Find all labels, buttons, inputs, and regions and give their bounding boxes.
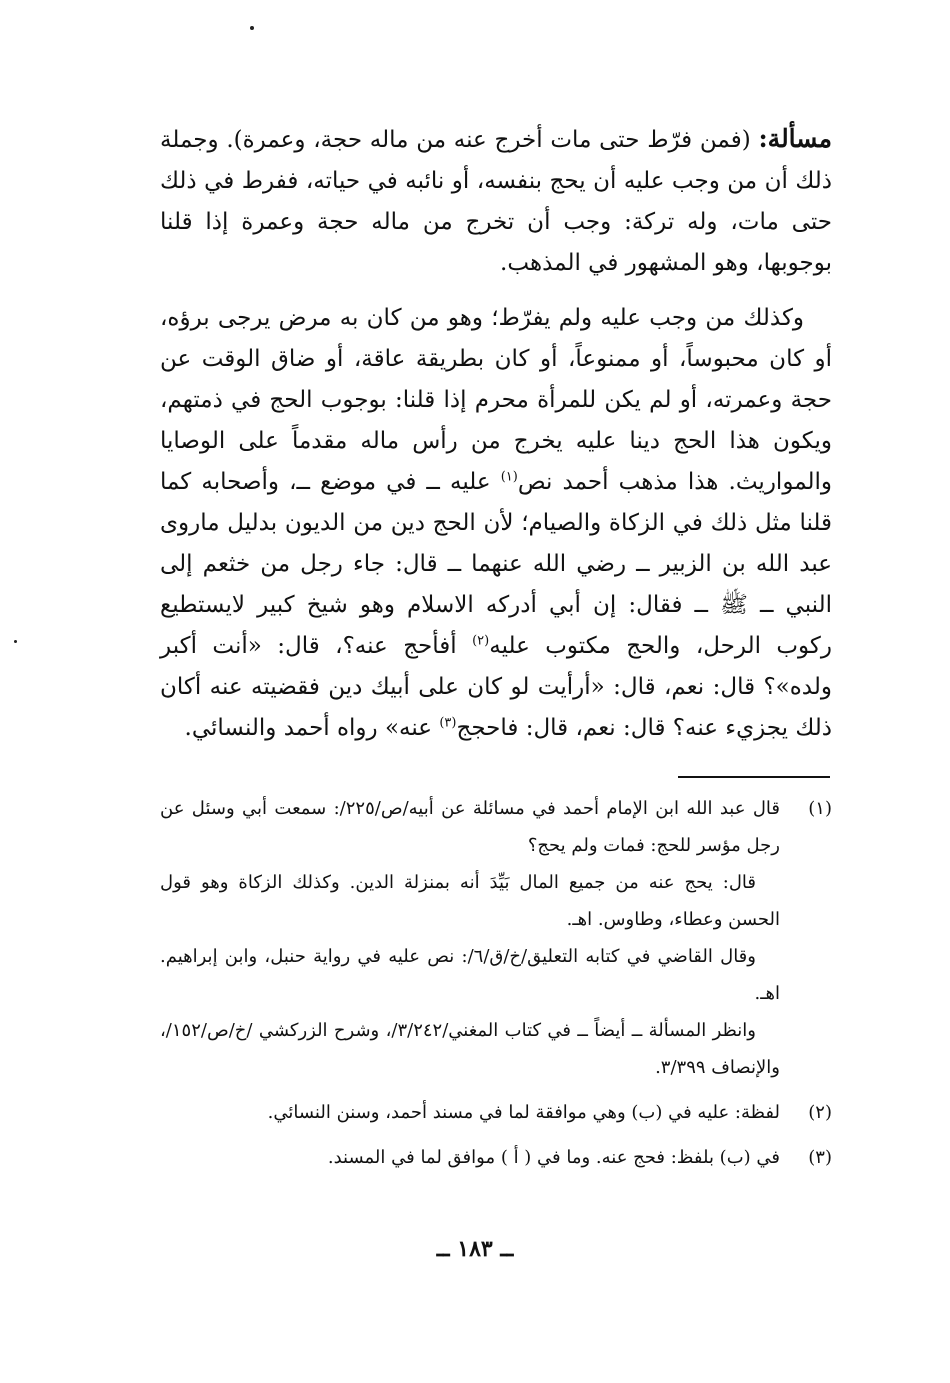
paragraph-text: عليه ــ في موضع ــ، وأصحابه كما قلنا مثل ذلك في الزكاة والصيام؛ لأن الحج دين من الديون بدليل ماروى عبد الله بن الزبير ــ رضي الله عنهما ــ قال: جاء رجل من خثعم إلى النبي ــ ﷺ ــ فقال: إن أبي أدركه الاسلام وهو شيخ كبير لايستطيع ركوب الرحل، والحج مكتوب عليه	[160, 469, 832, 659]
footnote-paragraph: لفظة: عليه في (ب) وهي موافقة لما في مسند أحمد، وسنن النسائي.	[267, 1102, 780, 1123]
footnote-body	[160, 790, 780, 1086]
footnote-paragraph: في (ب) بلفظ: فحج عنه. وما في ( أ ) موافق لما في المسند.	[327, 1147, 780, 1168]
footnote-1	[160, 790, 832, 1086]
footnote-paragraph: وقال القاضي في كتابه التعليق/خ/ق/٦/: نص عليه في رواية حنبل، وابن إبراهيم. اهـ.	[160, 946, 780, 1004]
page-number: ــ ١٨٣ ــ	[436, 1236, 514, 1262]
footnote-body	[160, 1139, 780, 1176]
paragraph-masala	[160, 118, 832, 284]
footnote-ref-3: (٣)	[439, 715, 457, 731]
footnote-2	[160, 1094, 832, 1131]
footnote-separator	[678, 776, 830, 778]
footnotes	[160, 790, 832, 1176]
footnote-number: (٢)	[808, 1102, 832, 1123]
footnote-ref-1: (١)	[500, 469, 518, 485]
footnote-paragraph: وانظر المسألة ــ أيضاً ــ في كتاب المغني/٣/٢٤٢/، وشرح الزركشي /خ/ص/١٥٢/، والإنصاف ٣/٣٩٩.	[160, 1020, 780, 1078]
paragraph-text: (فمن فرّط حتى مات أخرج عنه من ماله حجة، وعمرة). وجملة ذلك أن من وجب عليه أن يحج بنفسه، أو نائبه في حياته، ففرط في ذلك حتى مات، وله تركة: وجب أن تخرج من ماله حجة وعمرة إذا قلنا بوجوبها، وهو المشهور في المذهب.	[160, 127, 832, 276]
footnote-paragraph: قال عبد الله ابن الإمام أحمد في مسائلة عن أبيه/ص/٢٢٥/: سمعت أبي وسئل عن رجل مؤسر للحج: فمات ولم يحج؟	[160, 798, 780, 856]
footnote-number: (٣)	[808, 1147, 832, 1168]
paragraph-text: وكذلك من وجب عليه ولم يفرّط؛ وهو من كان به مرض يرجى برؤه، أو كان محبوساً، أو ممنوعاً، أو كان بطريقة عاقة، أو ضاق الوقت عن حجة وعمرته، أو لم يكن للمرأة محرم إذا قلنا: بوجوب الحج في ذمتهم، ويكون هذا الحج دينا عليه يخرج من رأس ماله مقدماً على الوصايا والمواريث. هذا مذهب أحمد نص	[160, 305, 832, 495]
footnote-ref-2: (٢)	[472, 633, 490, 649]
paragraph-hadith	[160, 298, 832, 749]
scan-speck	[14, 640, 17, 643]
scan-speck	[250, 26, 254, 30]
footnote-number: (١)	[808, 798, 832, 819]
footnote-paragraph: قال: يحج عنه من جميع المال بَيِّدَ أنه بمنزلة الدين. وكذلك الزكاة وهو قول الحسن وعطاء، وطاوس. اهـ.	[160, 872, 780, 930]
paragraph-text: عنه» رواه أحمد والنسائي.	[184, 715, 440, 741]
footnote-3	[160, 1139, 832, 1176]
footnote-body	[160, 1094, 780, 1131]
paragraph-text: أفأحج عنه؟، قال: «أنت أكبر ولده»؟ قال: نعم، قال: «أرأيت لو كان على أبيك دين فقضيته عنه أكان ذلك يجزيء عنه؟ قال: نعم، قال: فاحجج	[160, 633, 832, 741]
masala-heading: مسألة:	[758, 124, 832, 153]
main-text	[160, 118, 832, 749]
